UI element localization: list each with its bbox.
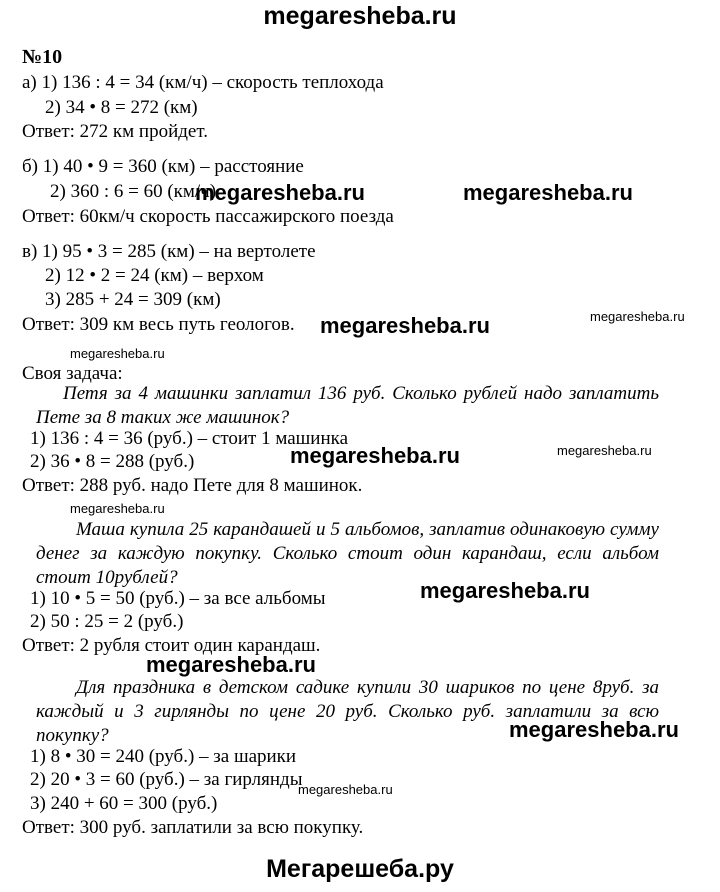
part-b-line2: 2) 360 : 6 = 60 (км/ч) <box>50 181 217 202</box>
watermark: megaresheba.ru <box>509 717 679 742</box>
part-a-line1: а) 1) 136 : 4 = 34 (км/ч) – скорость теплохода <box>22 72 384 93</box>
part-a-answer: Ответ: 272 км пройдет. <box>22 121 208 142</box>
task2-step1: 1) 10 • 5 = 50 (руб.) – за все альбомы <box>30 588 326 609</box>
part-v-line1: в) 1) 95 • 3 = 285 (км) – на вертолете <box>22 241 316 262</box>
task3-step2: 2) 20 • 3 = 60 (руб.) – за гирлянды <box>30 769 303 790</box>
watermark: megaresheba.ru <box>463 180 633 205</box>
part-b-answer: Ответ: 60км/ч скорость пассажирского поезда <box>22 206 394 227</box>
watermark: megaresheba.ru <box>290 443 460 468</box>
part-v-answer: Ответ: 309 км весь путь геологов. <box>22 314 295 335</box>
part-a-line2: 2) 34 • 8 = 272 (км) <box>45 97 198 118</box>
watermark: megaresheba.ru <box>420 578 590 603</box>
watermark: megaresheba.ru <box>70 346 165 361</box>
part-b-line1: б) 1) 40 • 9 = 360 (км) – расстояние <box>22 156 304 177</box>
watermark: megaresheba.ru <box>557 443 652 458</box>
watermark: megaresheba.ru <box>298 782 393 797</box>
watermark: megaresheba.ru <box>590 309 685 324</box>
task2-answer: Ответ: 2 рубля стоит один карандаш. <box>22 635 321 656</box>
task-number: №10 <box>22 46 63 68</box>
task1-answer: Ответ: 288 руб. надо Пете для 8 машинок. <box>22 475 363 496</box>
watermark: megaresheba.ru <box>320 313 490 338</box>
task3-step1: 1) 8 • 30 = 240 (руб.) – за шарики <box>30 746 297 767</box>
task3-answer: Ответ: 300 руб. заплатили за всю покупку. <box>22 817 364 838</box>
own-task-label: Своя задача: <box>22 363 123 384</box>
watermark: megaresheba.ru <box>146 652 316 677</box>
watermark: megaresheba.ru <box>195 180 365 205</box>
task1-step2: 2) 36 • 8 = 288 (руб.) <box>30 451 195 472</box>
header-watermark: megaresheba.ru <box>263 2 457 30</box>
part-v-line2: 2) 12 • 2 = 24 (км) – верхом <box>45 265 264 286</box>
task2-step2: 2) 50 : 25 = 2 (руб.) <box>30 611 184 632</box>
task1-text: Петя за 4 машинки заплатил 136 руб. Сколько рублей надо заплатить Пете за 8 таких же машинок? <box>36 383 659 428</box>
task1-step1: 1) 136 : 4 = 36 (руб.) – стоит 1 машинка <box>30 428 349 449</box>
part-v-line3: 3) 285 + 24 = 309 (км) <box>45 289 221 310</box>
task2-text: Маша купила 25 карандашей и 5 альбомов, заплатив одинаковую сумму денег за каждую покупку. Сколько стоит один карандаш, если альбом стоит 10рублей? <box>36 519 659 588</box>
footer-watermark: Мегарешеба.ру <box>266 855 454 883</box>
task3-text: Для праздника в детском садике купили 30 шариков по цене 8руб. за каждый и 3 гирлянды по цене 20 руб. Сколько руб. заплатили за всю покупку? <box>36 677 659 746</box>
task3-step3: 3) 240 + 60 = 300 (руб.) <box>30 793 218 814</box>
watermark: megaresheba.ru <box>70 501 165 516</box>
